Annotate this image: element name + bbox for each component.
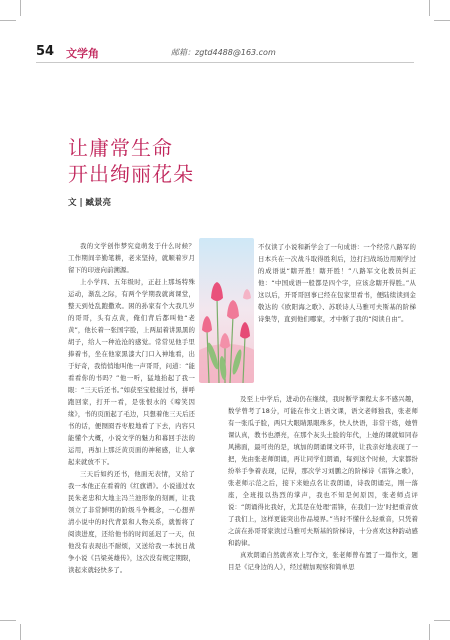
right-column-top [258, 241, 416, 325]
article-author: 文 | 臧景亮 [68, 198, 112, 208]
header-divider [36, 62, 414, 63]
crop-mark [0, 20, 16, 21]
paragraph: 真欢朗诵自然就喜欢上写作文，张老师曾布置了一篇作文，题目是《记身边的人》，经过精加观察和简单思 [228, 551, 418, 571]
crop-mark [429, 0, 430, 16]
tulip-photo [199, 238, 254, 383]
paragraph: 我的文学创作梦究竟萌发于什么时候？工作期间辛勤笔耕，老来坚持，就顺着岁月留下的印迹向前溯源。 [68, 242, 195, 274]
crop-mark [20, 0, 21, 16]
crop-mark [434, 20, 450, 21]
crop-mark [434, 620, 450, 621]
title-line-2: 开出绚丽花朵 [68, 162, 194, 186]
paragraph: 三天后如约还书，他面无表情，又给了我一本他正在看着的《红旗谱》。小说通过农民朱老忠和大地主冯兰池形象的刻画，让我领立了非常鲜明的阶级斗争概念，一心想弄清小说中的时代背景和人物关系，就暂将了阅读进度，还给他书的时间延迟了一天，但他没有表现出不耐烦，又送给我一本抗日战争小说《吕梁英雄传》，这次没有规定期限，读起来就轻快多了。 [68, 470, 195, 574]
pink-tulips-photo-icon [199, 238, 254, 383]
crop-mark [429, 624, 430, 640]
crop-mark [20, 624, 21, 640]
article-title [68, 135, 194, 187]
paragraph: 上小学四、五年级时，正赶上那场特殊运动，渐乱之际，有两个学期我就离课堂，整天到处乱跑撒欢。困的孙家有个大我几岁的哥哥，头有点黄，俺们背后都叫他“老黄”，他长着一张国字脸，上两届着讲黑黑的胡子，给人一种沧沧的感觉。常常见他手里捧着书，坐在他家黑漆大门口入神地看，出于好奇，我悄悄地叫他一声哥哥，问道：“能看看你的书吗？”他一听，猛地抬起了我一眼：“三天后还书。”如获至宝般接过书，拼呼跑回家，打开一看，是张恨水的《啼笑因缘》，书的页面起了毛边，只想着他三天后还书的话，便囫囵吞枣般地看了下去，内容只能懂个大概，小说文学的魅力和幕回手法的运用，再加上那泛黄页面的神秘感，让人拿起来就放不下。 [68, 278, 195, 466]
title-line-1: 让庸常生命 [68, 136, 173, 160]
right-column-bottom [228, 393, 418, 573]
paragraph: 不仅读了小说和新学会了一句成语：一个经常八路军的日本兵在一次战斗取得胜利后，边打扫战场边用刚学过的成语说“瞎开胜！瞎开胜！”八路军文化教员纠正他：“中国成语一般都是四个字，应该念瞎开得胜。”从这以后，开哥哥回事已经在包家里看书，便陆续读到金敬达的《欧阳海之歌》、苏联诗人马雅可夫斯基的阶梯诗集等，直到他们哪家，才中断了我的“阅读自由”。 [258, 243, 416, 323]
contact-email: 邮箱：zgtd4488@163.com [171, 48, 276, 57]
crop-mark [0, 620, 16, 621]
page-number: 54 [36, 44, 55, 59]
section-title: 文学角 [66, 47, 99, 60]
paragraph: 及至上中学后，进动仍在继续，我时断学课程太多不感兴趣，数学曾考了18分，可能在作文上语文课，语文老师独我，张老师有一张瓜子脸，两只大眼睛黑眼珠多，快人快语，非常干练，她曾课认真，教书也漂亮，在那个灰头土脸的年代，上她的课就如同春风拂面，最可贵的是，填加的朗诵课文环节，让我亲好地表现了一把，先由张老师朗诵，再让同学们朗诵，每到这个时候，大家都纷纷举手争着表现，记得，那次学习刘鹏之的阶梯诗《雷锋之歌》，张老师示范之后，接下来她点名让我朗诵，诗我朗诵完，刚一落座，全班报以热烈的掌声，我也不知是何原因，张老师点评说：“朗诵得比我好，尤其是在处理‘雷锋，在我们一边’时把重音放了我们上，这样更能突出作品境界。”当时不懂什么轻重音，只凭着之前在孙哥哥家读过马雅可夫斯基的阶梯诗，十分喜欢这种韵动感和韵律。 [228, 395, 418, 547]
left-column [68, 240, 195, 576]
